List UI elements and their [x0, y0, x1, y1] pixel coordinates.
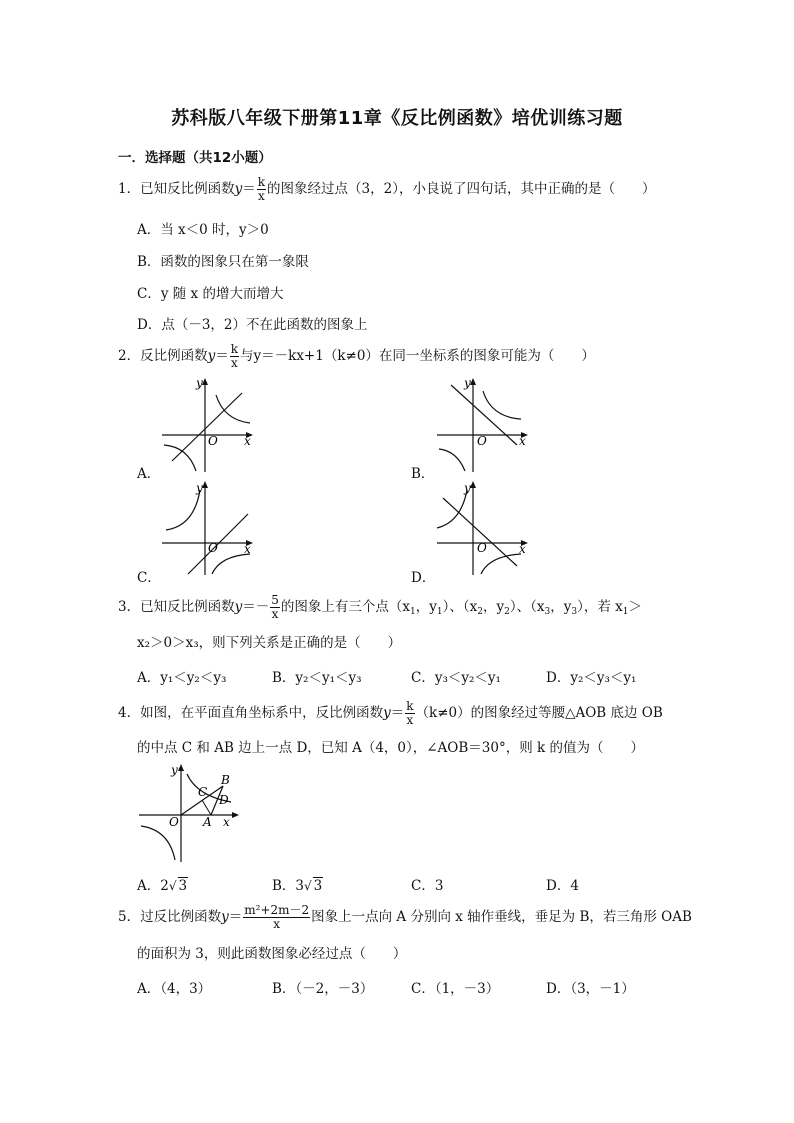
question-4-figure [135, 760, 245, 865]
option-c-label: C． [137, 570, 161, 586]
question-1-option-a: A．当 x＜0 时，y＞0 [137, 222, 269, 238]
origin-label: O [208, 541, 218, 555]
question-3-stem-line2: x₂＞0＞x₃，则下列关系是正确的是（ ） [137, 635, 402, 651]
question-3-option-a: A．y₁＜y₂＜y₃ [137, 670, 227, 686]
subscript: 3 [571, 607, 578, 617]
fraction: $\frac{k}{x}$ [230, 342, 239, 370]
question-4-option-c: C．3 [411, 878, 444, 894]
fraction: $\frac{\text{m²+2m－2}}{x}$ [244, 903, 310, 931]
text-segment: ，y [550, 599, 572, 615]
question-5-option-c: C．（1，－3） [411, 981, 500, 997]
origin-label: O [208, 434, 218, 448]
subscript: 2 [477, 607, 483, 617]
question-1-stem: 1．已知反比例函数y＝ $\frac{k}{x}$ 的图象经过点（3，2），小良说了四句话，其中正确的是（ ） [118, 175, 656, 203]
text-segment: ＞ [628, 599, 642, 615]
question-5-option-a: A．（4，3） [137, 981, 212, 997]
fraction: $\frac{5}{x}$ [271, 593, 279, 621]
subscript: 3 [544, 607, 551, 617]
axis-y-label: y [464, 481, 471, 495]
option-d-label: D． [411, 570, 436, 586]
origin-label: O [169, 815, 179, 829]
question-3-option-d: D．y₂＜y₃＜y₁ [546, 670, 637, 686]
point-a-label: A [203, 815, 212, 829]
question-5-option-b: B．（－2，－3） [272, 981, 374, 997]
question-1-option-b: B．函数的图象只在第一象限 [137, 254, 309, 270]
option-a-label: A． [137, 466, 161, 482]
text-segment: ，y [482, 599, 505, 615]
question-5-stem: 5．过反比例函数y＝ $\frac{\text{m²+2m－2}}{x}$ 图象上一点向 A 分别向 x 轴作垂线，垂足为 B，若三角形 OAB [118, 903, 692, 931]
axis-y-label: y [196, 481, 203, 495]
question-4-option-a: A．2√ 3 [137, 878, 188, 894]
fraction: $\frac{k}{x}$ [406, 699, 414, 727]
question-3-option-b: B．y₂＜y₁＜y₃ [272, 670, 362, 686]
axis-x-label: x [519, 434, 526, 448]
subscript: 1 [622, 607, 629, 617]
subscript: 2 [504, 607, 510, 617]
axis-y-label: y [171, 763, 178, 777]
question-5-option-d: D．（3，－1） [546, 981, 635, 997]
text-segment: ）、（x [509, 599, 545, 615]
axis-x-label: x [244, 434, 251, 448]
question-5-stem-line2: 的面积为 3，则此函数图象必经过点（ ） [137, 946, 407, 962]
question-2-stem: 2．反比例函数y＝ $\frac{k}{x}$ 与y＝－kx+1（k≠0）在同一坐标系的图象可能为（ ） [118, 342, 595, 370]
point-c-label: C [198, 785, 208, 799]
fraction: $\frac{k}{x}$ [257, 175, 266, 203]
question-3-option-c: C．y₃＜y₂＜y₁ [411, 670, 501, 686]
option-b-label: B． [411, 466, 435, 482]
point-b-label: B [221, 773, 230, 787]
question-4-stem: 4．如图，在平面直角坐标系中，反比例函数y＝ $\frac{k}{x}$ （k≠0）的图象经过等腰△AOB 底边 OB [118, 699, 663, 727]
point-d-label: D [219, 793, 229, 807]
graph-option-c [158, 478, 258, 578]
question-3-stem-rest [410, 599, 642, 615]
question-1-option-c: C．y 随 x 的增大而增大 [137, 286, 284, 302]
question-4-stem-line2: 的中点 C 和 AB 边上一点 D，已知 A（4，0），∠AOB＝30°，则 k 的值为（ ） [137, 740, 644, 756]
document-title: 苏科版八年级下册第11章《反比例函数》培优训练习题 [171, 108, 623, 129]
section-heading: 一．选择题（共12小题） [118, 150, 272, 166]
graph-option-a [158, 375, 258, 475]
text-segment: ）、（x [442, 599, 478, 615]
axis-x-label: x [519, 542, 526, 556]
question-1-option-d: D．点（－3，2）不在此函数的图象上 [137, 317, 368, 333]
question-3-stem: 3．已知反比例函数y＝－ $\frac{5}{x}$ 的图象上有三个点（$x_1$，$y_1$）、（$x_2$，$y_2$）、（$x_3$，$y_3$），若 $x_1>$ [118, 593, 642, 621]
question-4-option-d: D．4 [546, 878, 579, 894]
graph-option-b [433, 375, 533, 475]
origin-label: O [477, 541, 487, 555]
axis-y-label: y [464, 376, 471, 390]
subscript: 1 [436, 607, 443, 617]
question-4-option-b: B．3√ 3 [272, 878, 323, 894]
text-segment: ），若 x [577, 599, 623, 615]
subscript: 1 [410, 607, 416, 617]
axis-x-label: x [244, 542, 251, 556]
axis-x-label: x [223, 815, 230, 829]
axis-y-label: y [196, 376, 203, 390]
graph-option-d [433, 478, 533, 578]
origin-label: O [477, 434, 487, 448]
text-segment: ，y [415, 599, 437, 615]
